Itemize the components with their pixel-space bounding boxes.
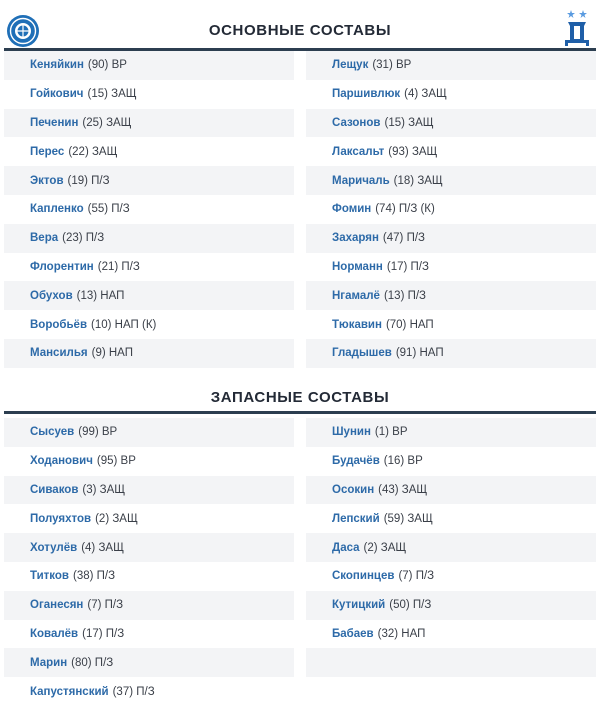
player-info: (43) ЗАЩ bbox=[378, 483, 428, 496]
subs-lineups-divider bbox=[4, 411, 596, 414]
player-name[interactable]: Воробьёв bbox=[30, 318, 88, 331]
player-name[interactable]: Нгамалё bbox=[332, 289, 380, 302]
player-info: (1) ВР bbox=[374, 426, 408, 439]
player-info: (38) П/З bbox=[73, 570, 116, 583]
player-row bbox=[4, 195, 294, 224]
player-name[interactable]: Сысуев bbox=[30, 426, 75, 439]
player-row bbox=[4, 339, 294, 368]
player-row bbox=[306, 591, 596, 620]
player-row bbox=[4, 80, 294, 109]
player-name[interactable]: Марин bbox=[30, 656, 68, 669]
player-info: (91) НАП bbox=[395, 347, 444, 360]
player-name[interactable]: Титков bbox=[30, 570, 69, 583]
player-info: (70) НАП bbox=[385, 318, 434, 331]
player-row bbox=[4, 109, 294, 138]
player-info: (15) ЗАЩ bbox=[87, 88, 137, 101]
player-name[interactable]: Скопинцев bbox=[332, 570, 395, 583]
player-name[interactable]: Вера bbox=[30, 232, 59, 245]
player-name[interactable]: Лещук bbox=[332, 59, 369, 72]
player-name[interactable]: Будачёв bbox=[332, 455, 380, 468]
player-name[interactable]: Гойкович bbox=[30, 88, 84, 101]
player-row bbox=[4, 418, 294, 447]
player-info: (90) ВР bbox=[87, 59, 127, 72]
player-info: (13) П/З bbox=[383, 289, 427, 302]
player-info: (50) П/З bbox=[389, 599, 432, 612]
player-name[interactable]: Захарян bbox=[332, 232, 379, 245]
player-name[interactable]: Гладышев bbox=[332, 347, 392, 360]
subs-lineups-title: ЗАПАСНЫЕ СОСТАВЫ bbox=[210, 389, 390, 406]
player-name[interactable]: Сиваков bbox=[30, 483, 79, 496]
player-name[interactable]: Хотулёв bbox=[30, 541, 78, 554]
player-info: (21) П/З bbox=[97, 260, 140, 273]
player-info: (59) ЗАЩ bbox=[383, 512, 433, 525]
player-row bbox=[306, 166, 596, 195]
player-row bbox=[306, 562, 596, 591]
player-row bbox=[4, 677, 294, 706]
player-info: (9) НАП bbox=[91, 347, 133, 360]
player-name[interactable]: Осокин bbox=[332, 483, 375, 496]
player-name[interactable]: Печенин bbox=[30, 116, 79, 129]
player-row bbox=[306, 253, 596, 282]
player-name[interactable]: Паршивлюк bbox=[332, 88, 401, 101]
player-info: (74) П/З (К) bbox=[375, 203, 435, 216]
player-row bbox=[306, 476, 596, 505]
player-row bbox=[306, 447, 596, 476]
player-row bbox=[306, 418, 596, 447]
player-name[interactable]: Лаксальт bbox=[332, 145, 385, 158]
player-row bbox=[306, 310, 596, 339]
player-name[interactable]: Ходанович bbox=[30, 455, 93, 468]
player-info: (32) НАП bbox=[377, 627, 426, 640]
player-row bbox=[306, 620, 596, 649]
player-name[interactable]: Шунин bbox=[332, 426, 371, 439]
home-subs-lineup bbox=[4, 418, 294, 706]
player-name[interactable]: Оганесян bbox=[30, 599, 84, 612]
player-info: (10) НАП (К) bbox=[91, 318, 157, 331]
player-row-empty bbox=[306, 648, 596, 677]
player-info: (99) ВР bbox=[78, 426, 118, 439]
player-name[interactable]: Маричаль bbox=[332, 174, 390, 187]
player-row bbox=[4, 591, 294, 620]
player-info: (80) П/З bbox=[71, 656, 114, 669]
player-name[interactable]: Тюкавин bbox=[332, 318, 382, 331]
player-info: (13) НАП bbox=[76, 289, 125, 302]
player-info: (19) П/З bbox=[67, 174, 110, 187]
player-row bbox=[306, 339, 596, 368]
player-info: (7) П/З bbox=[398, 570, 435, 583]
player-row bbox=[4, 253, 294, 282]
player-name[interactable]: Кеняйкин bbox=[30, 59, 84, 72]
player-name[interactable]: Кутицкий bbox=[332, 599, 386, 612]
player-row bbox=[306, 224, 596, 253]
player-info: (93) ЗАЩ bbox=[388, 145, 438, 158]
player-info: (31) ВР bbox=[372, 59, 412, 72]
player-row bbox=[4, 137, 294, 166]
player-info: (18) ЗАЩ bbox=[393, 174, 443, 187]
player-name[interactable]: Перес bbox=[30, 145, 65, 158]
player-info: (4) ЗАЩ bbox=[81, 541, 124, 554]
player-info: (2) ЗАЩ bbox=[95, 512, 138, 525]
player-info: (25) ЗАЩ bbox=[82, 116, 132, 129]
player-info: (15) ЗАЩ bbox=[384, 116, 434, 129]
player-row bbox=[306, 137, 596, 166]
player-row bbox=[4, 620, 294, 649]
player-info: (37) П/З bbox=[112, 685, 155, 698]
player-row bbox=[306, 281, 596, 310]
player-name[interactable]: Фомин bbox=[332, 203, 372, 216]
player-name[interactable]: Капленко bbox=[30, 203, 84, 216]
player-name[interactable]: Эктов bbox=[30, 174, 64, 187]
player-row bbox=[4, 281, 294, 310]
away-subs-lineup bbox=[306, 418, 596, 706]
player-row bbox=[306, 533, 596, 562]
player-info: (17) П/З bbox=[386, 260, 429, 273]
player-info: (16) ВР bbox=[383, 455, 423, 468]
player-info: (2) ЗАЩ bbox=[363, 541, 407, 554]
player-info: (22) ЗАЩ bbox=[68, 145, 118, 158]
player-row bbox=[4, 562, 294, 591]
player-name[interactable]: Норманн bbox=[332, 260, 383, 273]
player-row bbox=[4, 476, 294, 505]
player-row bbox=[306, 504, 596, 533]
player-name[interactable]: Капустянский bbox=[30, 685, 109, 698]
player-name[interactable]: Даса bbox=[332, 541, 360, 554]
player-name[interactable]: Обухов bbox=[30, 289, 73, 302]
player-row bbox=[4, 310, 294, 339]
player-info: (7) П/З bbox=[87, 599, 124, 612]
player-row bbox=[306, 51, 596, 80]
player-info: (55) П/З bbox=[87, 203, 130, 216]
player-info: (47) П/З bbox=[382, 232, 425, 245]
player-name[interactable]: Флорентин bbox=[30, 260, 94, 273]
player-info: (95) ВР bbox=[96, 455, 136, 468]
player-row-empty bbox=[306, 677, 596, 706]
player-row bbox=[306, 109, 596, 138]
player-row bbox=[4, 51, 294, 80]
player-info: (3) ЗАЩ bbox=[82, 483, 126, 496]
player-row bbox=[306, 195, 596, 224]
main-lineups-title: ОСНОВНЫЕ СОСТАВЫ bbox=[208, 22, 392, 39]
player-info: (17) П/З bbox=[82, 627, 125, 640]
player-name[interactable]: Ковалёв bbox=[30, 627, 79, 640]
player-row bbox=[4, 166, 294, 195]
player-name[interactable]: Сазонов bbox=[332, 116, 381, 129]
player-name[interactable]: Полуяхтов bbox=[30, 512, 92, 525]
player-name[interactable]: Бабаев bbox=[332, 627, 374, 640]
away-main-lineup bbox=[306, 51, 596, 368]
player-row bbox=[4, 447, 294, 476]
home-main-lineup bbox=[4, 51, 294, 368]
player-row bbox=[4, 224, 294, 253]
player-info: (23) П/З bbox=[62, 232, 105, 245]
player-name[interactable]: Лепский bbox=[332, 512, 380, 525]
player-name[interactable]: Мансилья bbox=[30, 347, 88, 360]
player-row bbox=[4, 648, 294, 677]
player-row bbox=[4, 504, 294, 533]
player-row bbox=[306, 80, 596, 109]
player-info: (4) ЗАЩ bbox=[404, 88, 447, 101]
player-row bbox=[4, 533, 294, 562]
